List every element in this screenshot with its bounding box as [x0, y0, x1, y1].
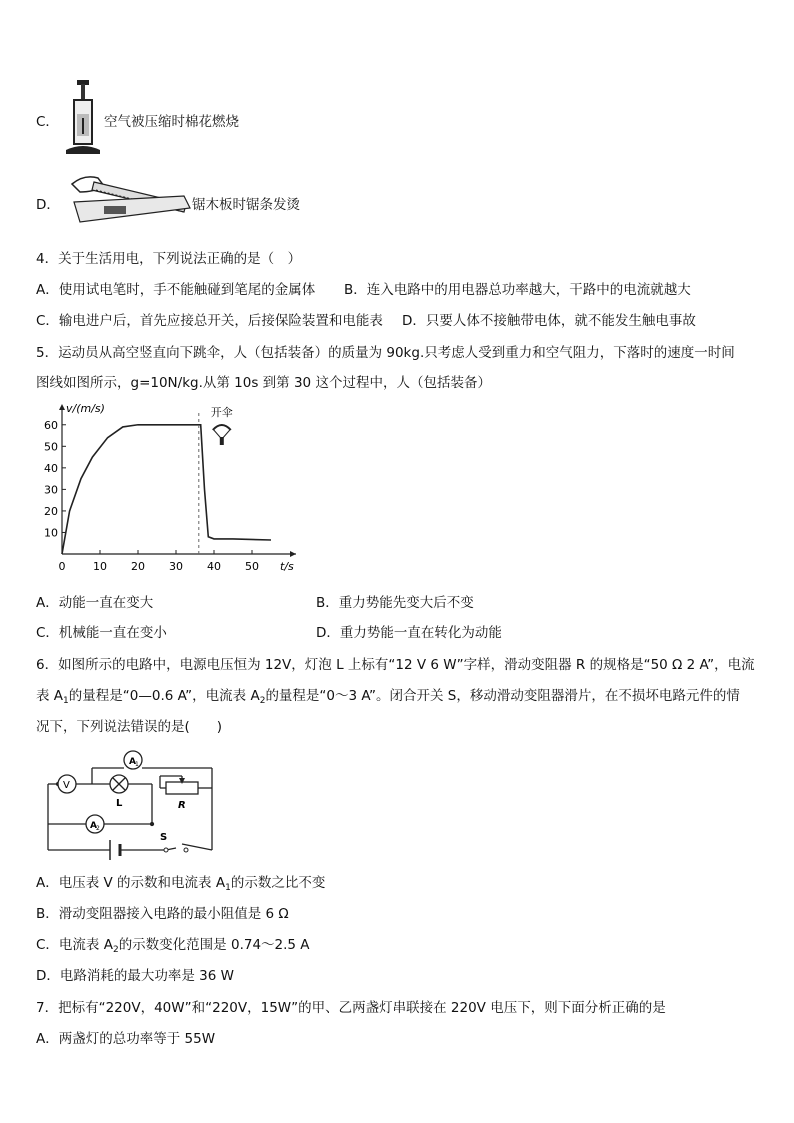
y-axis-arrow — [59, 404, 65, 410]
y-tick-label: 50 — [44, 440, 58, 454]
x-tick-label: 30 — [169, 560, 183, 573]
svg-text:2: 2 — [96, 825, 100, 832]
svg-text:V: V — [63, 780, 70, 791]
parachute-open-annotation: 开伞 — [210, 406, 233, 419]
x-tick-label: 20 — [131, 560, 145, 573]
svg-text:1: 1 — [135, 761, 139, 768]
ammeter-a2-icon — [86, 815, 104, 833]
x-tick-label: 0 — [58, 560, 66, 573]
q6-option-a: A．电压表 V 的示数和电流表 $A_1$的示数之比不变 — [36, 875, 326, 893]
velocity-series-line — [62, 425, 271, 554]
voltmeter-icon — [58, 775, 76, 793]
q5-option-b: B．重力势能先变大后不变 — [316, 595, 474, 611]
q5-stem-line1: 5．运动员从高空竖直向下跳伞，人（包括装备）的质量为 90kg.只考虑人受到重力和空气阻力，下落时的速度一时间 — [36, 345, 735, 361]
sawing-wood-illustration — [64, 166, 192, 228]
y-tick-label: 10 — [44, 526, 58, 540]
svg-text:S: S — [160, 832, 168, 843]
chart-ticks — [44, 419, 259, 573]
parachute-icon — [213, 425, 231, 445]
q6-stem-line3: 况下，下列说法错误的是( ) — [36, 719, 223, 735]
q4-option-a: A．使用试电笔时，手不能触碰到笔尾的金属体 — [36, 282, 316, 298]
battery-icon — [110, 840, 120, 860]
y-tick-label: 40 — [44, 461, 58, 475]
rheostat-icon — [166, 778, 198, 811]
q4-option-d: D．只要人体不接触带电体，就不能发生触电事故 — [402, 313, 696, 329]
y-axis-label: v/(m/s) — [66, 404, 105, 415]
velocity-time-chart — [30, 404, 300, 580]
y-tick-label: 20 — [44, 504, 58, 518]
q3-option-c-letter: C． — [36, 114, 59, 130]
svg-text:L: L — [116, 798, 123, 809]
x-tick-label: 40 — [207, 560, 221, 573]
q5-stem-line2: 图线如图所示，g=10N/kg.从第 10s 到第 30 这个过程中，人（包括装备） — [36, 375, 491, 391]
q4-option-b: B．连入电路中的用电器总功率越大，干路中的电流就越大 — [344, 282, 691, 298]
x-axis-label: t/s — [280, 560, 294, 573]
chart-axes — [59, 404, 296, 557]
q5-option-a: A．动能一直在变大 — [36, 595, 154, 611]
x-tick-label: 10 — [93, 560, 107, 573]
q7-option-a: A．两盏灯的总功率等于 55W — [36, 1031, 216, 1047]
q6-option-c: C．电流表 $A_2$的示数变化范围是 0.74～2.5 A — [36, 937, 310, 955]
compressed-air-syringe-illustration — [62, 78, 104, 158]
ammeter-a1-icon — [124, 751, 142, 769]
q4-option-c: C．输电进户后，首先应接总开关，后接保险装置和电能表 — [36, 313, 383, 329]
q6-stem-line2: 表 $A_1$的量程是“0—0.6 A”，电流表 $A_2$的量程是“0～3 A”。闭合开关 S，移动滑动变阻器滑片，在不损坏电路元件的情 — [36, 688, 740, 706]
q5-option-d: D．重力势能一直在转化为动能 — [316, 625, 502, 641]
y-tick-label: 60 — [44, 418, 58, 432]
lamp-icon — [110, 775, 128, 809]
q6-stem-line1: 6．如图所示的电路中，电源电压恒为 12V，灯泡 L 上标有“12 V 6 W”字样，滑动变阻器 R 的规格是“50 Ω 2 A”，电流 — [36, 657, 755, 673]
svg-text:A: A — [129, 757, 136, 767]
q3-option-d-text: 锯木板时锯条发烫 — [192, 197, 300, 213]
q3-option-c-text: 空气被压缩时棉花燃烧 — [104, 114, 239, 130]
svg-text:A: A — [90, 821, 97, 831]
q7-stem: 7．把标有“220V，40W”和“220V，15W”的甲、乙两盏灯串联接在 220V 电压下，则下面分析正确的是 — [36, 1000, 666, 1016]
svg-text:R: R — [178, 800, 186, 811]
q6-option-d: D．电路消耗的最大功率是 36 W — [36, 968, 235, 984]
q6-option-b: B．滑动变阻器接入电路的最小阻值是 6 Ω — [36, 906, 289, 922]
q3-option-d-letter: D． — [36, 197, 60, 213]
x-tick-label: 50 — [245, 560, 259, 573]
q5-option-c: C．机械能一直在变小 — [36, 625, 167, 641]
circuit-diagram — [44, 748, 224, 860]
y-tick-label: 30 — [44, 483, 58, 497]
x-axis-arrow — [290, 551, 296, 557]
q4-stem: 4．关于生活用电，下列说法正确的是（ ） — [36, 251, 302, 267]
